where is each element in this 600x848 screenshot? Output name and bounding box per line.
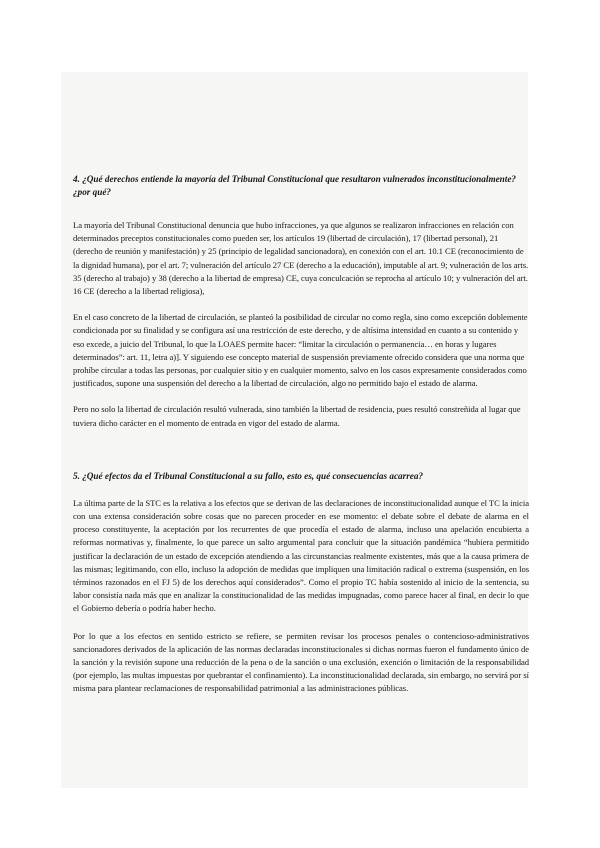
section-5-paragraph: Por lo que a los efectos en sentido estricto se refiere, se permiten revisar los procesos penales o contencioso-administrativos sancionadores derivados de la aplicación de las normas declaradas inconstitucionales si dichas normas fueron el fundamento único de la sanción y la revisión supone una reducción de la pena o de la sanción o una exclusión, exención o limitación de la responsabilidad (por ejemplo, las multas impuestas por quebrantar el confinamiento). La inconstitucionalidad declarada, sin embargo, no servirá por sí misma para plantear reclamaciones de responsabilidad patrimonial a las administraciones públicas. — [73, 630, 529, 694]
section-5-paragraph: La última parte de la STC es la relativa a los efectos que se derivan de las declaraciones de inconstitucionalidad aunque el TC la inicia con una extensa consideración sobre cosas que no parecen proceder en ese momento: el debate sobre el debate de alarma en el proceso constituyente, la aceptación por los recurrentes de que procedía el estado de alarma, incluso una apelación encubierta a reformas normativas y, finalmente, lo que parece un salto argumental para concluir que la situación pandémica “hubiera permitido justificar la declaración de un estado de excepción atendiendo a las circunstancias realmente existentes, más que a la causa primera de las mismas; legitimando, con ello, incluso la adopción de medidas que impliquen una limitación radical o extrema (suspensión, en los términos razonados en el FJ 5) de los derechos aquí considerados”. Como el propio TC había sostenido al inicio de la sentencia, su labor consistía nada más que en analizar la constitucionalidad de las medidas impugnadas, como parece hacer al final, en decir lo que el Gobierno debería o podría haber hecho. — [73, 497, 529, 614]
section-4-paragraph: En el caso concreto de la libertad de circulación, se planteó la posibilidad de circular no como regla, sino como excepción doblemente condicionada por su finalidad y se configura así una restricción de este derecho, y de altísima intensidad en cuanto a su contenido y eso excede, a juicio del Tribunal, lo que la LOAES permite hacer: “limitar la circulación o permanencia… en horas y lugares determinados”: art. 11, letra a)]. Y siguiendo ese concepto material de suspensión previamente ofrecido considera que una norma que prohíbe circular a todas las personas, por cualquier sitio y en cualquier momento, salvo en los casos expresamente considerados como justificados, supone una suspensión del derecho a la libertad de circulación, algo no permitido bajo el estado de alarma. — [73, 312, 528, 389]
section-4-paragraph: Pero no solo la libertad de circulación resultó vulnerada, sino también la libertad de residencia, pues resultó constreñida al lugar que tuviera dicho carácter en el momento de entrada en vigor del estado de alarma. — [73, 404, 521, 428]
section-4-paragraph: La mayoría del Tribunal Constitucional denuncia que hubo infracciones, ya que algunos se realizaron infracciones en relación con determinados preceptos constitucionales como pueden ser, los artículos 19 (libertad de circulación), 17 (libertad personal), 21 (derecho de reunión y manifestación) y 25 (principio de legalidad sancionadora), en conexión con el art. 10.1 CE (reconocimiento de la dignidad humana), por el art. 7; vulneración del artículo 27 CE (derecho a la educación), imputable al art. 9; vulneración de los arts. 35 (derecho al trabajo) y 38 (derecho a la libertad de empresa) CE, cuya conculcación se reprocha al artículo 10; y vulneración del art. 16 CE (derecho a la libertad religiosa), — [73, 220, 529, 297]
document-content — [73, 173, 529, 696]
section-4-heading: 4. ¿Qué derechos entiende la mayoría del Tribunal Constitucional que resultaron vulnerados inconstitucionalmente? ¿por qué? — [73, 174, 517, 197]
section-5-heading: 5. ¿Qué efectos da el Tribunal Constitucional a su fallo, esto es, qué consecuencias acarrea? — [73, 470, 424, 481]
